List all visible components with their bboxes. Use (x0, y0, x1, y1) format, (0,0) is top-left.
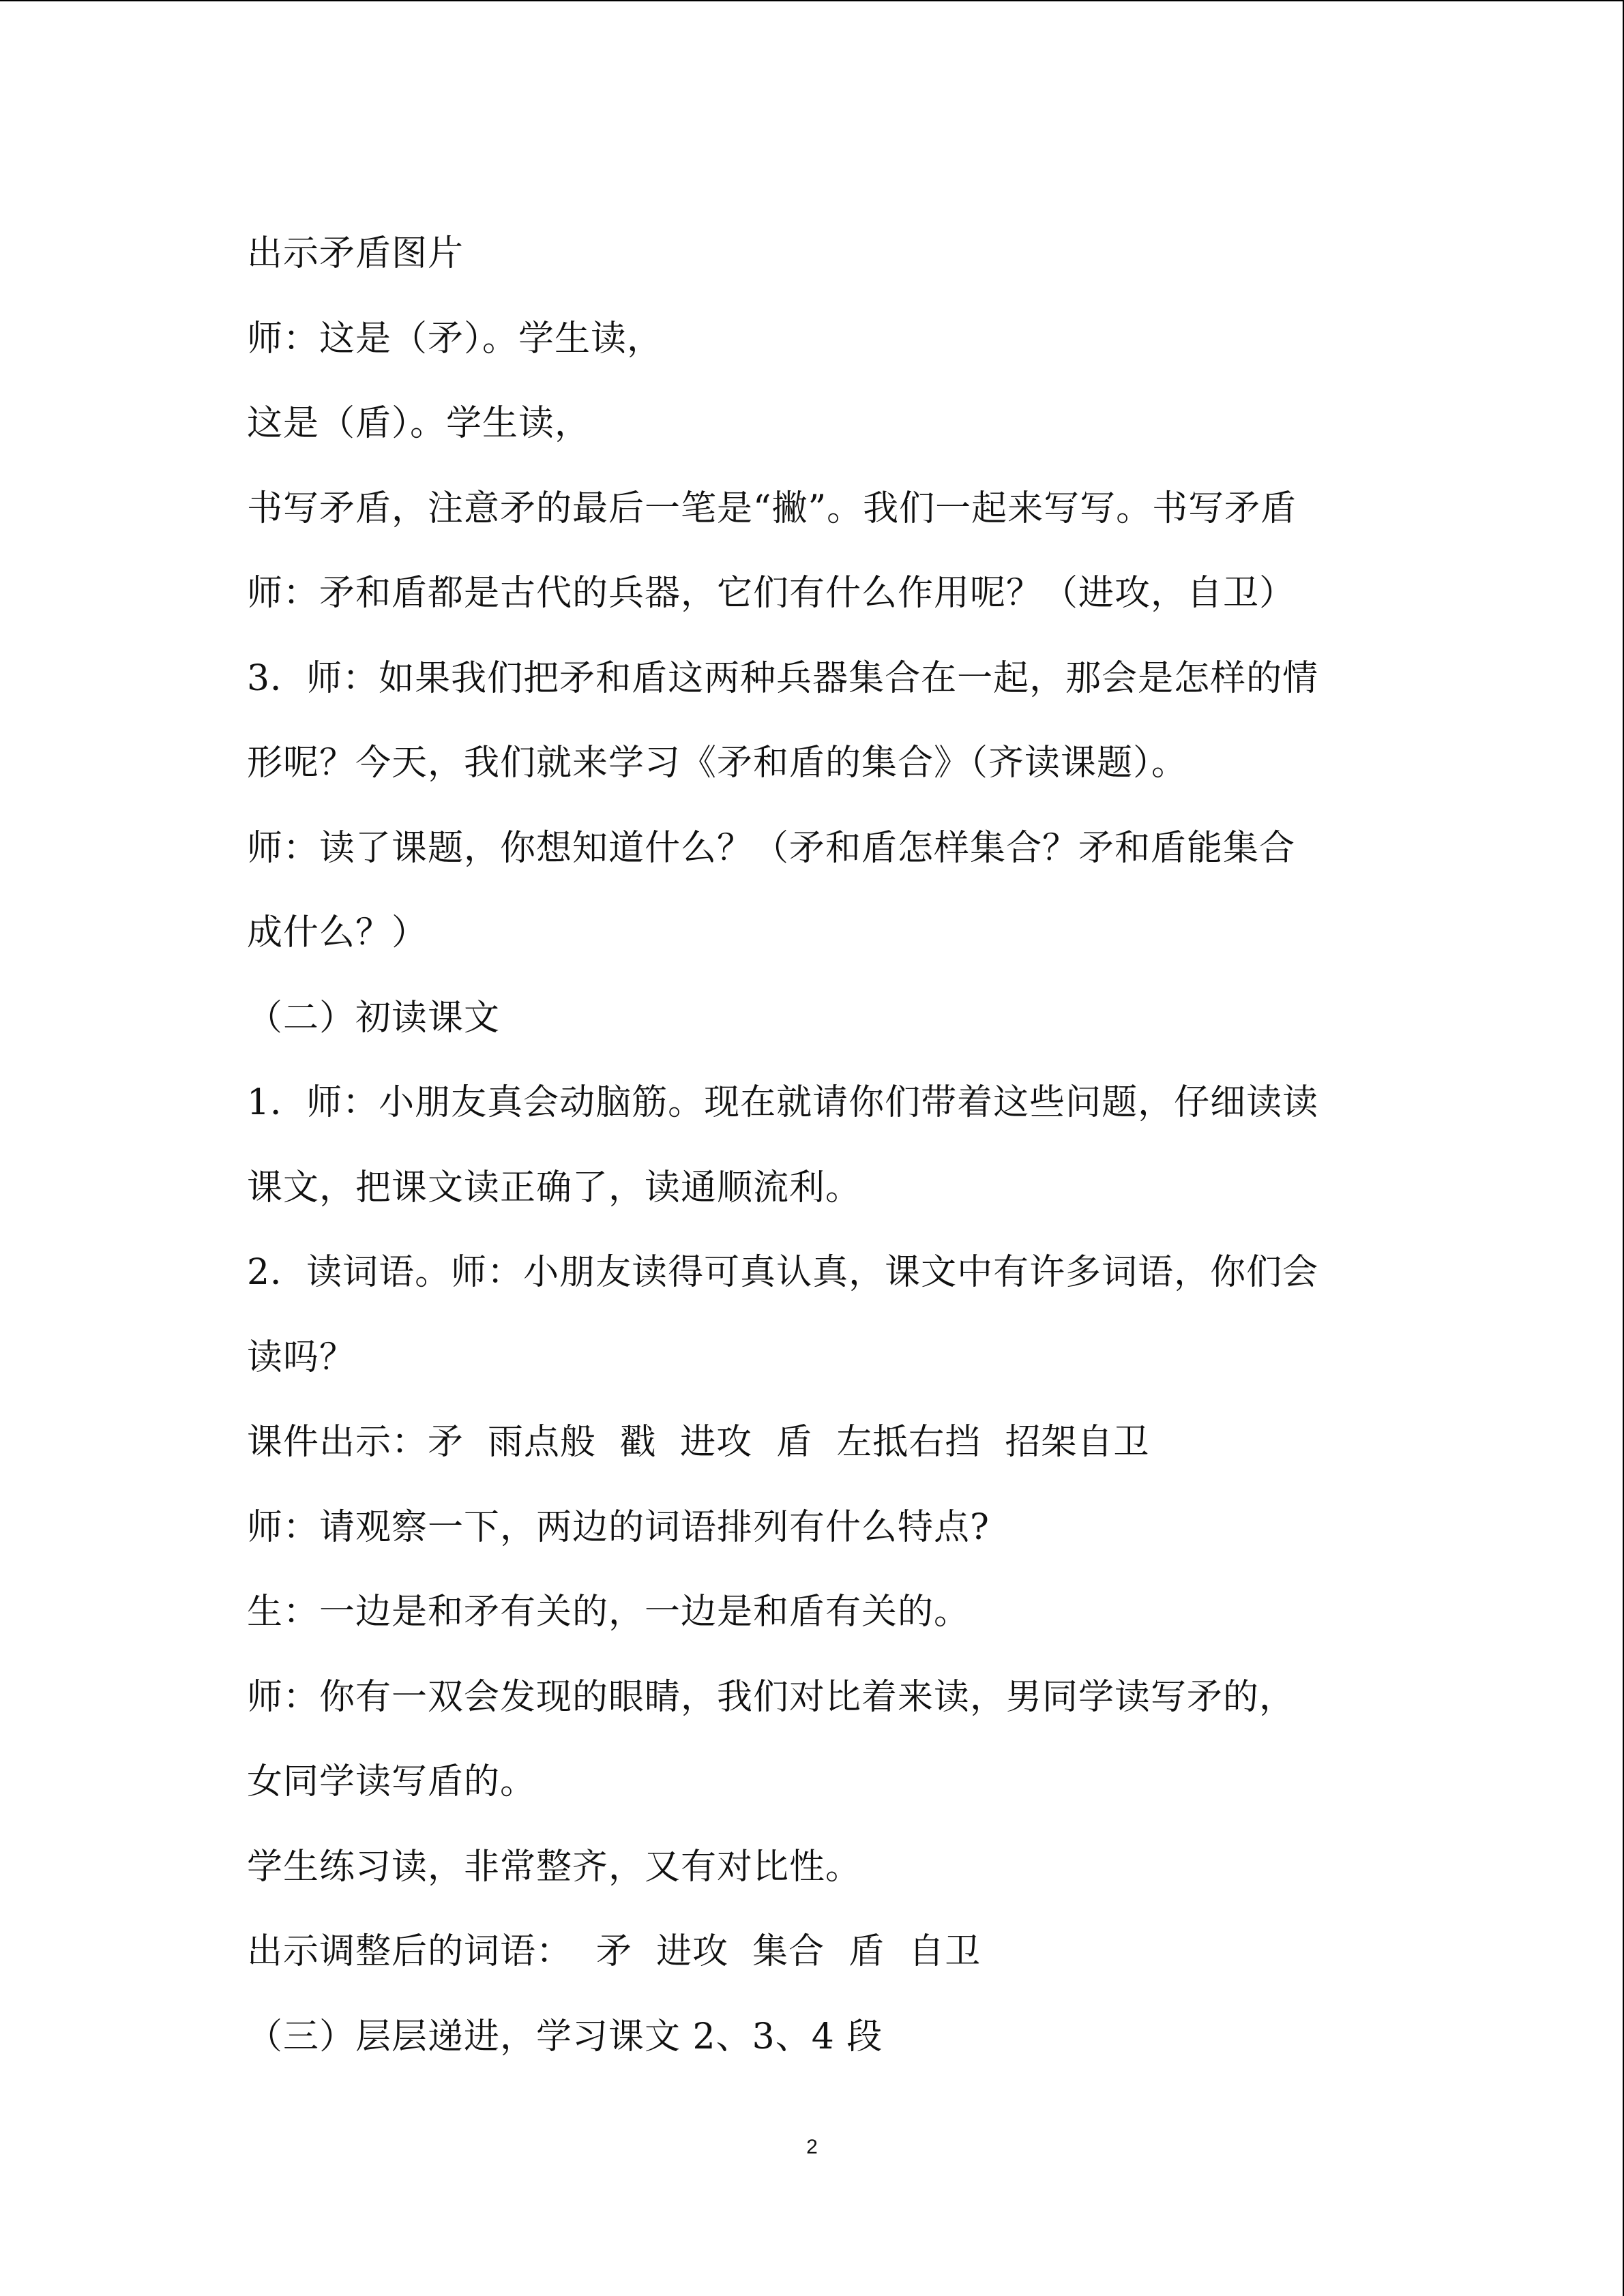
text-line: 2．读词语。师：小朋友读得可真认真，课文中有许多词语，你们会 (247, 1252, 1319, 1293)
text-line: 课文，把课文读正确了，读通顺流利。 (247, 1167, 862, 1208)
text-line: 形呢？今天，我们就来学习《矛和盾的集合》（齐读课题）。 (247, 743, 1188, 784)
text-line: 学生练习读，非常整齐，又有对比性。 (247, 1846, 862, 1888)
text-line: 书写矛盾，注意矛的最后一笔是“撇”。我们一起来写写。书写矛盾 (247, 488, 1297, 529)
text-line: 出示矛盾图片 (247, 233, 464, 274)
section-heading: （二）初读课文 (247, 997, 501, 1039)
section-heading: （三）层层递进，学习课文 2、3、4 段 (247, 2016, 883, 2057)
text-line: 成什么？） (247, 912, 428, 953)
text-line: 师：你有一双会发现的眼睛，我们对比着来读，男同学读写矛的， (247, 1676, 1296, 1718)
text-line: 这是（盾）。学生读， (247, 403, 591, 444)
text-line: 师：这是（矛）。学生读， (247, 318, 664, 359)
text-line: 读吗？ (247, 1337, 356, 1378)
text-line: 1．师：小朋友真会动脑筋。现在就请你们带着这些问题，仔细读读 (247, 1082, 1319, 1123)
text-line: 课件出示：矛 雨点般 戳 进攻 盾 左抵右挡 招架自卫 (247, 1422, 1150, 1463)
text-line: 师：请观察一下，两边的词语排列有什么特点? (247, 1506, 990, 1548)
text-line: 出示调整后的词语： 矛 进攻 集合 盾 自卫 (247, 1931, 981, 1972)
text-line: 3．师：如果我们把矛和盾这两种兵器集合在一起，那会是怎样的情 (247, 657, 1319, 699)
text-line: 师：矛和盾都是古代的兵器，它们有什么作用呢？（进攻，自卫） (247, 573, 1296, 614)
text-line: 师：读了课题，你想知道什么？（矛和盾怎样集合？矛和盾能集合 (247, 827, 1296, 869)
text-line: 生：一边是和矛有关的，一边是和盾有关的。 (247, 1592, 971, 1632)
text-line: 女同学读写盾的。 (247, 1761, 537, 1802)
document-body (247, 211, 1383, 2079)
page-number: 2 (806, 2136, 818, 2158)
